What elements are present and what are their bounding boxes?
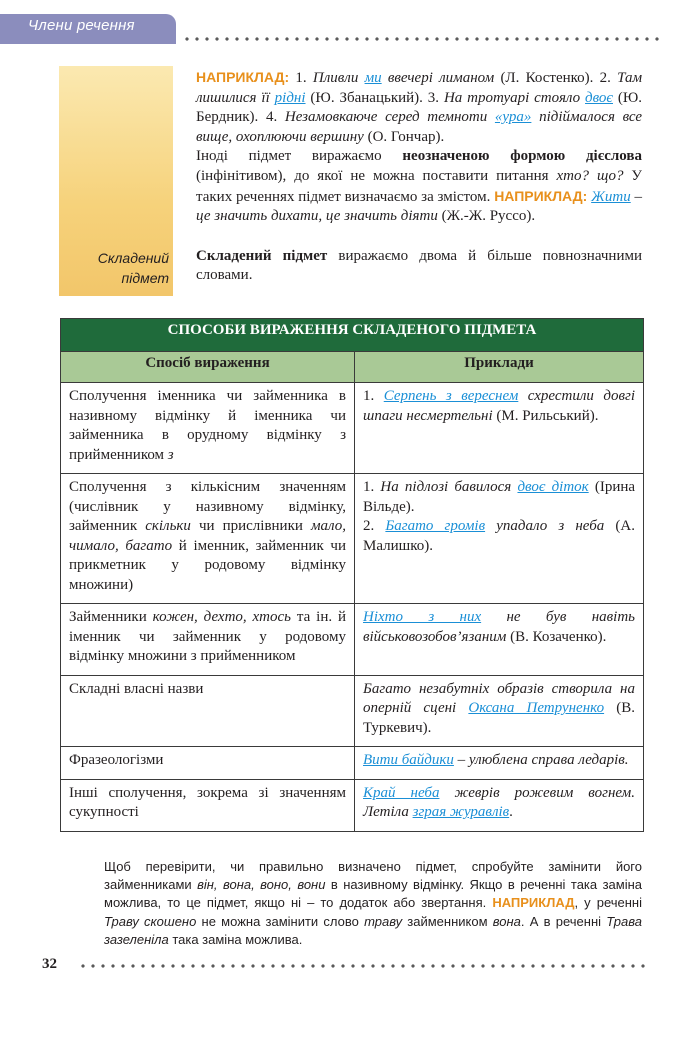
header-dotted-rule xyxy=(182,36,660,42)
examples-paragraph: НАПРИКЛАД: 1. Пливли ми ввечері лиманом (Л. Костенко). 2. Там лишилися її рідні (Ю. Збанацький). 3. На тротуарі стояло двоє (Ю. Бердник). 4. Незамовкаюче серед темноти «ура» підіймалося все вище, охоплюючи вершину (О. Гончар). xyxy=(196,69,643,145)
table-row xyxy=(61,675,644,747)
method-cell: Інші сполучення, зокрема зі значенням сукупності xyxy=(61,779,355,831)
compound-subject-table xyxy=(60,318,644,832)
compound-definition: Складений підмет виражаємо двома й більше повнозначними словами. xyxy=(196,247,642,284)
side-label: Складений підмет xyxy=(97,250,169,286)
table-row xyxy=(61,747,644,780)
subject-highlight: ми xyxy=(364,70,382,86)
subject-highlight: двоє xyxy=(585,89,613,106)
example-cell: Вити байдики – улюблена справа ледарів. xyxy=(355,747,644,780)
side-label-box xyxy=(59,66,173,296)
page-number: 32 xyxy=(42,956,57,972)
section-header-tab xyxy=(0,14,176,44)
table-row xyxy=(61,779,644,831)
intro-text xyxy=(196,68,642,286)
subject-highlight: Жити xyxy=(591,188,631,205)
header-accent-bar xyxy=(0,34,20,44)
column-header-method: Спосіб вираження xyxy=(61,352,355,383)
example-cell: Багато незабутніх образів створила на оперній сцені Оксана Петруненко (В. Туркевич). xyxy=(355,675,644,747)
example-cell: 1. Серпень з вереснем схрестили довгі шпаги несмертельні (М. Рильський). xyxy=(355,383,644,474)
method-cell: Фразеологізми xyxy=(61,747,355,780)
example-cell: Край неба жеврів рожевим вогнем. Летіла зграя журавлів. xyxy=(355,779,644,831)
subject-highlight: рідні xyxy=(274,89,306,106)
method-cell: Займенники кожен, дехто, хтось та ін. й іменник чи займенник у родовому відмінку множини з прийменником xyxy=(61,604,355,676)
table-row xyxy=(61,383,644,474)
section-title: Члени речення xyxy=(28,17,135,34)
method-cell: Сполучення з кількісним значенням (числівник у називному відмінку, займенник скільки чи прислівники мало, чимало, багато й іменник, займенник чи прикметник у родовому відмінку множини) xyxy=(61,474,355,604)
method-cell: Сполучення іменника чи займенника в називному відмінку й іменника чи займенника в орудному відмінку з прийменником з xyxy=(61,383,355,474)
table-row xyxy=(61,474,644,604)
tip-note: Щоб перевірити, чи правильно визначено підмет, спробуйте замінити його займенниками він, вона, воно, вони в називному відмінку. Якщо в реченні така заміна можлива, то це підмет, якщо ні – то додаток або звертання. НАПРИКЛАД, у реченні Траву скошено не можна замінити слово траву займенником вона. А в реченні Трава зазеленіла така заміна можлива. xyxy=(104,859,642,947)
footer-dotted-rule xyxy=(78,963,648,969)
infinitive-paragraph: Іноді підмет виражаємо неозначеною формою дієслова (інфінітивом), до якої не можна поставити питання хто? що? У таких реченнях підмет визначаємо за змістом. НАПРИКЛАД: Жити – це значить дихати, це значить діяти (Ж.-Ж. Руссо). xyxy=(196,148,643,225)
table-row xyxy=(61,604,644,676)
example-cell: Ніхто з них не був навіть військовозобов’язаним (В. Козаченко). xyxy=(355,604,644,676)
subject-highlight: «ура» xyxy=(494,109,532,126)
column-header-examples: Приклади xyxy=(355,352,644,383)
method-cell: Складні власні назви xyxy=(61,675,355,747)
table-title: СПОСОБИ ВИРАЖЕННЯ СКЛАДЕНОГО ПІДМЕТА xyxy=(61,319,644,352)
example-cell: 1. На підлозі бавилося двоє діток (Ірина Вільде). 2. Багато громів упадало з неба (А. Малишко). xyxy=(355,474,644,604)
